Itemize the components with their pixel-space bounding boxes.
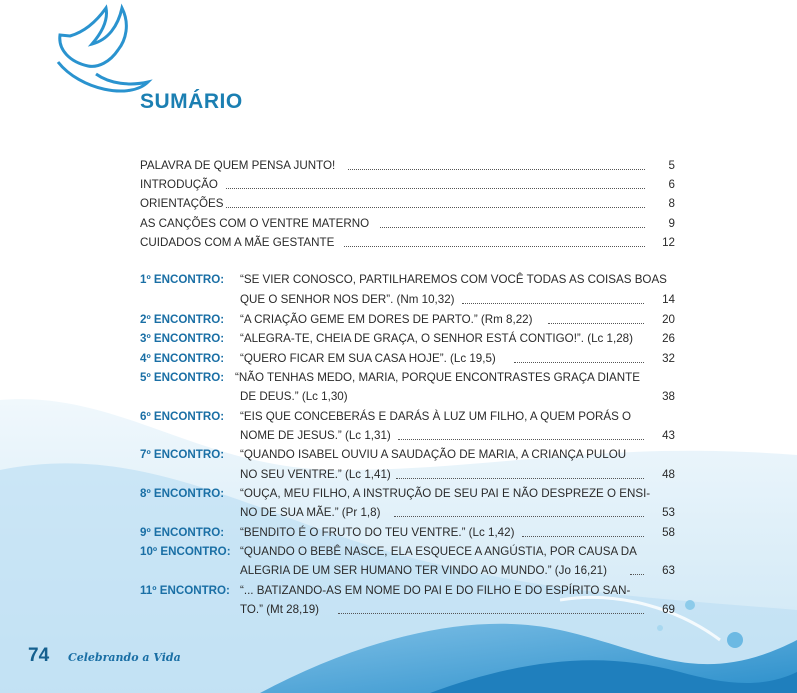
toc-row (140, 234, 675, 252)
toc-leader (548, 311, 644, 324)
toc-page: 6 (668, 178, 675, 191)
encounter-page: 43 (662, 429, 675, 442)
encounter-page: 20 (662, 313, 675, 326)
encounter-label: 5º ENCONTRO: (140, 371, 225, 384)
encounter-text: “QUANDO ISABEL OUVIU A SAUDAÇÃO DE MARIA, A CRIANÇA PULOU (240, 448, 627, 461)
toc-label: ORIENTAÇÕES (140, 197, 224, 210)
encounter-label: 2º ENCONTRO: (140, 313, 225, 326)
encounter-text: “NÃO TENHAS MEDO, MARIA, PORQUE ENCONTRASTES GRAÇA DIANTE (235, 371, 640, 384)
toc-row (140, 157, 675, 175)
toc-leader (226, 176, 645, 189)
toc-row (140, 215, 675, 233)
toc-leader (338, 601, 644, 614)
encounter-page: 69 (662, 603, 675, 616)
toc-row (140, 176, 675, 194)
toc-row (140, 195, 675, 213)
encounter-label: 4º ENCONTRO: (140, 352, 225, 365)
encounter-text: “ALEGRA-TE, CHEIA DE GRAÇA, O SENHOR ESTÁ CONTIGO!”. (Lc 1,28) (240, 332, 633, 345)
toc-label: CUIDADOS COM A MÃE GESTANTE (140, 236, 335, 249)
toc-label: INTRODUÇÃO (140, 178, 218, 191)
encounter-page: 26 (662, 332, 675, 345)
encounter-text: “EIS QUE CONCEBERÁS E DARÁS À LUZ UM FILHO, A QUEM PORÁS O (240, 410, 632, 423)
encounter-text: “SE VIER CONOSCO, PARTILHAREMOS COM VOCÊ TODAS AS COISAS BOAS (240, 273, 667, 286)
encounter-page: 63 (662, 564, 675, 577)
encounter-page: 32 (662, 352, 675, 365)
page-title: SUMÁRIO (140, 90, 243, 113)
encounter-label: 3º ENCONTRO: (140, 332, 225, 345)
toc-leader (344, 234, 645, 247)
encounter-text: “QUANDO O BEBÊ NASCE, ELA ESQUECE A ANGÚSTIA, POR CAUSA DA (240, 545, 637, 558)
toc-leader (396, 466, 644, 479)
encounter-page: 58 (662, 526, 675, 539)
toc-label: AS CANÇÕES COM O VENTRE MATERNO (140, 217, 370, 230)
toc-page: 9 (668, 217, 675, 230)
toc-leader (514, 350, 644, 363)
footer-book-title: Celebrando a Vida (68, 651, 181, 664)
toc-leader (522, 524, 644, 537)
encounter-text: TO.” (Mt 28,19) (240, 603, 320, 616)
toc-leader (380, 215, 645, 228)
encounter-text: “... BATIZANDO-AS EM NOME DO PAI E DO FILHO E DO ESPÍRITO SAN- (240, 584, 631, 597)
toc-page: 12 (662, 236, 675, 249)
encounter-text: “A CRIAÇÃO GEME EM DORES DE PARTO.” (Rm 8,22) (240, 313, 533, 326)
encounter-label: 9º ENCONTRO: (140, 526, 225, 539)
toc-leader (394, 504, 644, 517)
encounter-text: QUE O SENHOR NOS DER”. (Nm 10,32) (240, 293, 455, 306)
encounter-page: 48 (662, 468, 675, 481)
encounter-text: NO SEU VENTRE.” (Lc 1,41) (240, 468, 391, 481)
encounter-label: 6º ENCONTRO: (140, 410, 225, 423)
encounter-label: 10º ENCONTRO: (140, 545, 231, 558)
toc-page: 5 (668, 159, 675, 172)
encounter-label: 11º ENCONTRO: (140, 584, 230, 597)
encounter-page: 53 (662, 506, 675, 519)
toc-page: 8 (668, 197, 675, 210)
toc-leader (630, 562, 644, 575)
toc-leader (348, 157, 645, 170)
toc-leader (226, 195, 645, 208)
encounter-text: “BENDITO É O FRUTO DO TEU VENTRE.” (Lc 1,42) (240, 526, 515, 539)
encounter-label: 1º ENCONTRO: (140, 273, 225, 286)
encounter-page: 14 (662, 293, 675, 306)
toc-label: PALAVRA DE QUEM PENSA JUNTO! (140, 159, 336, 172)
toc-leader (462, 291, 644, 304)
encounter-text: “OUÇA, MEU FILHO, A INSTRUÇÃO DE SEU PAI E NÃO DESPREZE O ENSI- (240, 487, 651, 500)
encounter-label: 7º ENCONTRO: (140, 448, 225, 461)
encounter-text: NOME DE JESUS.” (Lc 1,31) (240, 429, 391, 442)
encounter-text: NO DE SUA MÃE.” (Pr 1,8) (240, 506, 381, 519)
footer-page-number: 74 (28, 645, 50, 666)
encounter-text: DE DEUS.” (Lc 1,30) (240, 390, 348, 403)
encounter-text: “QUERO FICAR EM SUA CASA HOJE”. (Lc 19,5) (240, 352, 496, 365)
encounter-label: 8º ENCONTRO: (140, 487, 225, 500)
dove-icon (58, 8, 148, 91)
encounter-text: ALEGRIA DE UM SER HUMANO TER VINDO AO MUNDO.” (Jo 16,21) (240, 564, 607, 577)
toc-leader (398, 427, 644, 440)
encounter-page: 38 (662, 390, 675, 403)
